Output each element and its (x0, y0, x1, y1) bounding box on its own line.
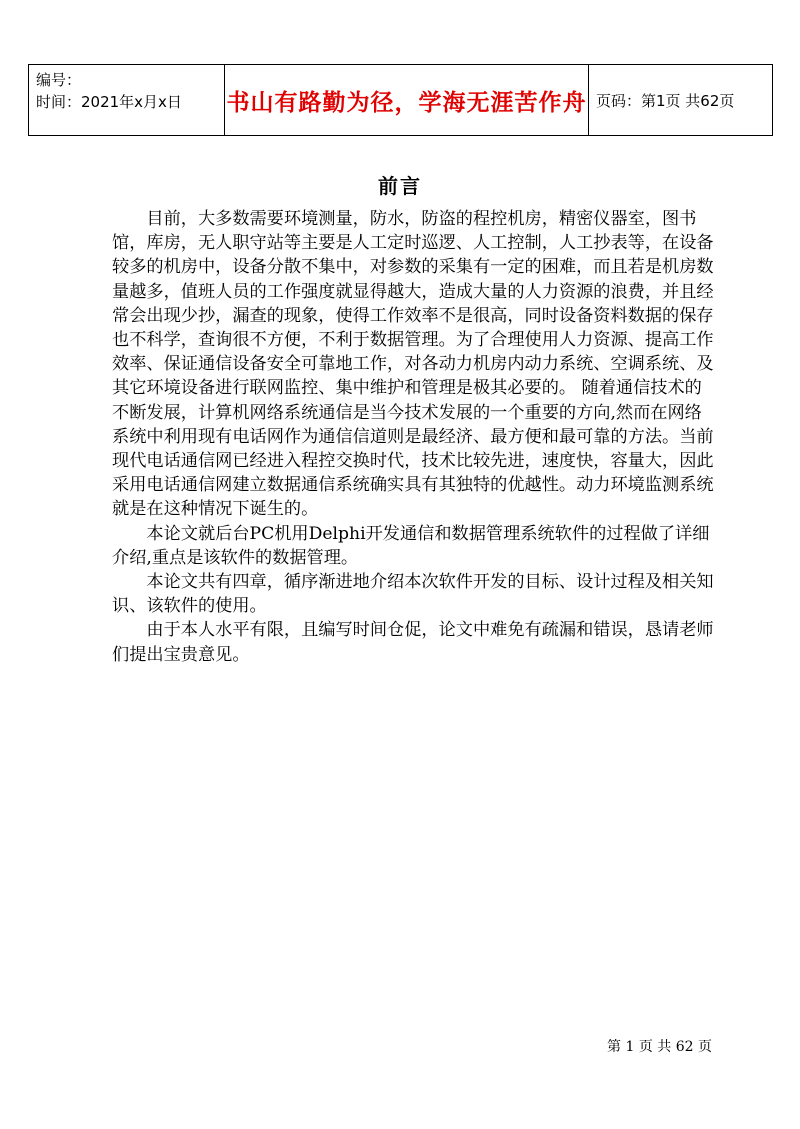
footer-page-indicator: 第 1 页 共 62 页 (607, 1039, 712, 1055)
motto-text: 书山有路勤为径，学海无涯苦作舟 (226, 88, 587, 116)
page-title: 前言 (378, 174, 422, 198)
paragraph: 由于本人水平有限，且编写时间仓促，论文中难免有疏漏和错误，恳请老师们提出宝贵意见。 (112, 620, 714, 665)
header-motto-cell (225, 65, 589, 135)
date-line: 时间：2021年x月x日 (36, 93, 182, 111)
serial-number-label: 编号： (36, 71, 82, 89)
page-code: 页码：第1页 共62页 (596, 91, 735, 110)
paragraph: 本论文共有四章，循序渐进地介绍本次软件开发的目标、设计过程及相关知识、该软件的使用。 (112, 572, 714, 617)
header-meta-cell (29, 65, 225, 135)
document-body (112, 207, 714, 667)
paragraph: 目前，大多数需要环境测量，防水，防盗的程控机房，精密仪器室，图书馆，库房，无人职守站等主要是人工定时巡逻、人工控制，人工抄表等，在设备较多的机房中，设备分散不集中，对参数的采集有一定的困难，而且若是机房数量越多，值班人员的工作强度就显得越大，造成大量的人力资源的浪费，并且经常会出现少抄，漏查的现象，使得工作效率不是很高，同时设备资料数据的保存也不科学，查询很不方便，不利于数据管理。为了合理使用人力资源、提高工作效率、保证通信设备安全可靠地工作，对各动力机房内动力系统、空调系统、及其它环境设备进行联网监控、集中维护和管理是极其必要的。 随着通信技术的不断发展，计算机网络系统通信是当今技术发展的一个重要的方向,然而在网络系统中利用现有电话网作为通信信道则是最经济、最方便和最可靠的方法。当前现代电话通信网已经进入程控交换时代，技术比较先进，速度快，容量大，因此采用电话通信网建立数据通信系统确实具有其独特的优越性。动力环境监测系统就是在这种情况下诞生的。 (112, 209, 714, 520)
header-page-cell (589, 65, 772, 135)
paragraph: 本论文就后台PC机用Delphi开发通信和数据管理系统软件的过程做了详细介绍,重点是该软件的数据管理。 (112, 523, 710, 568)
header-table (28, 64, 773, 136)
